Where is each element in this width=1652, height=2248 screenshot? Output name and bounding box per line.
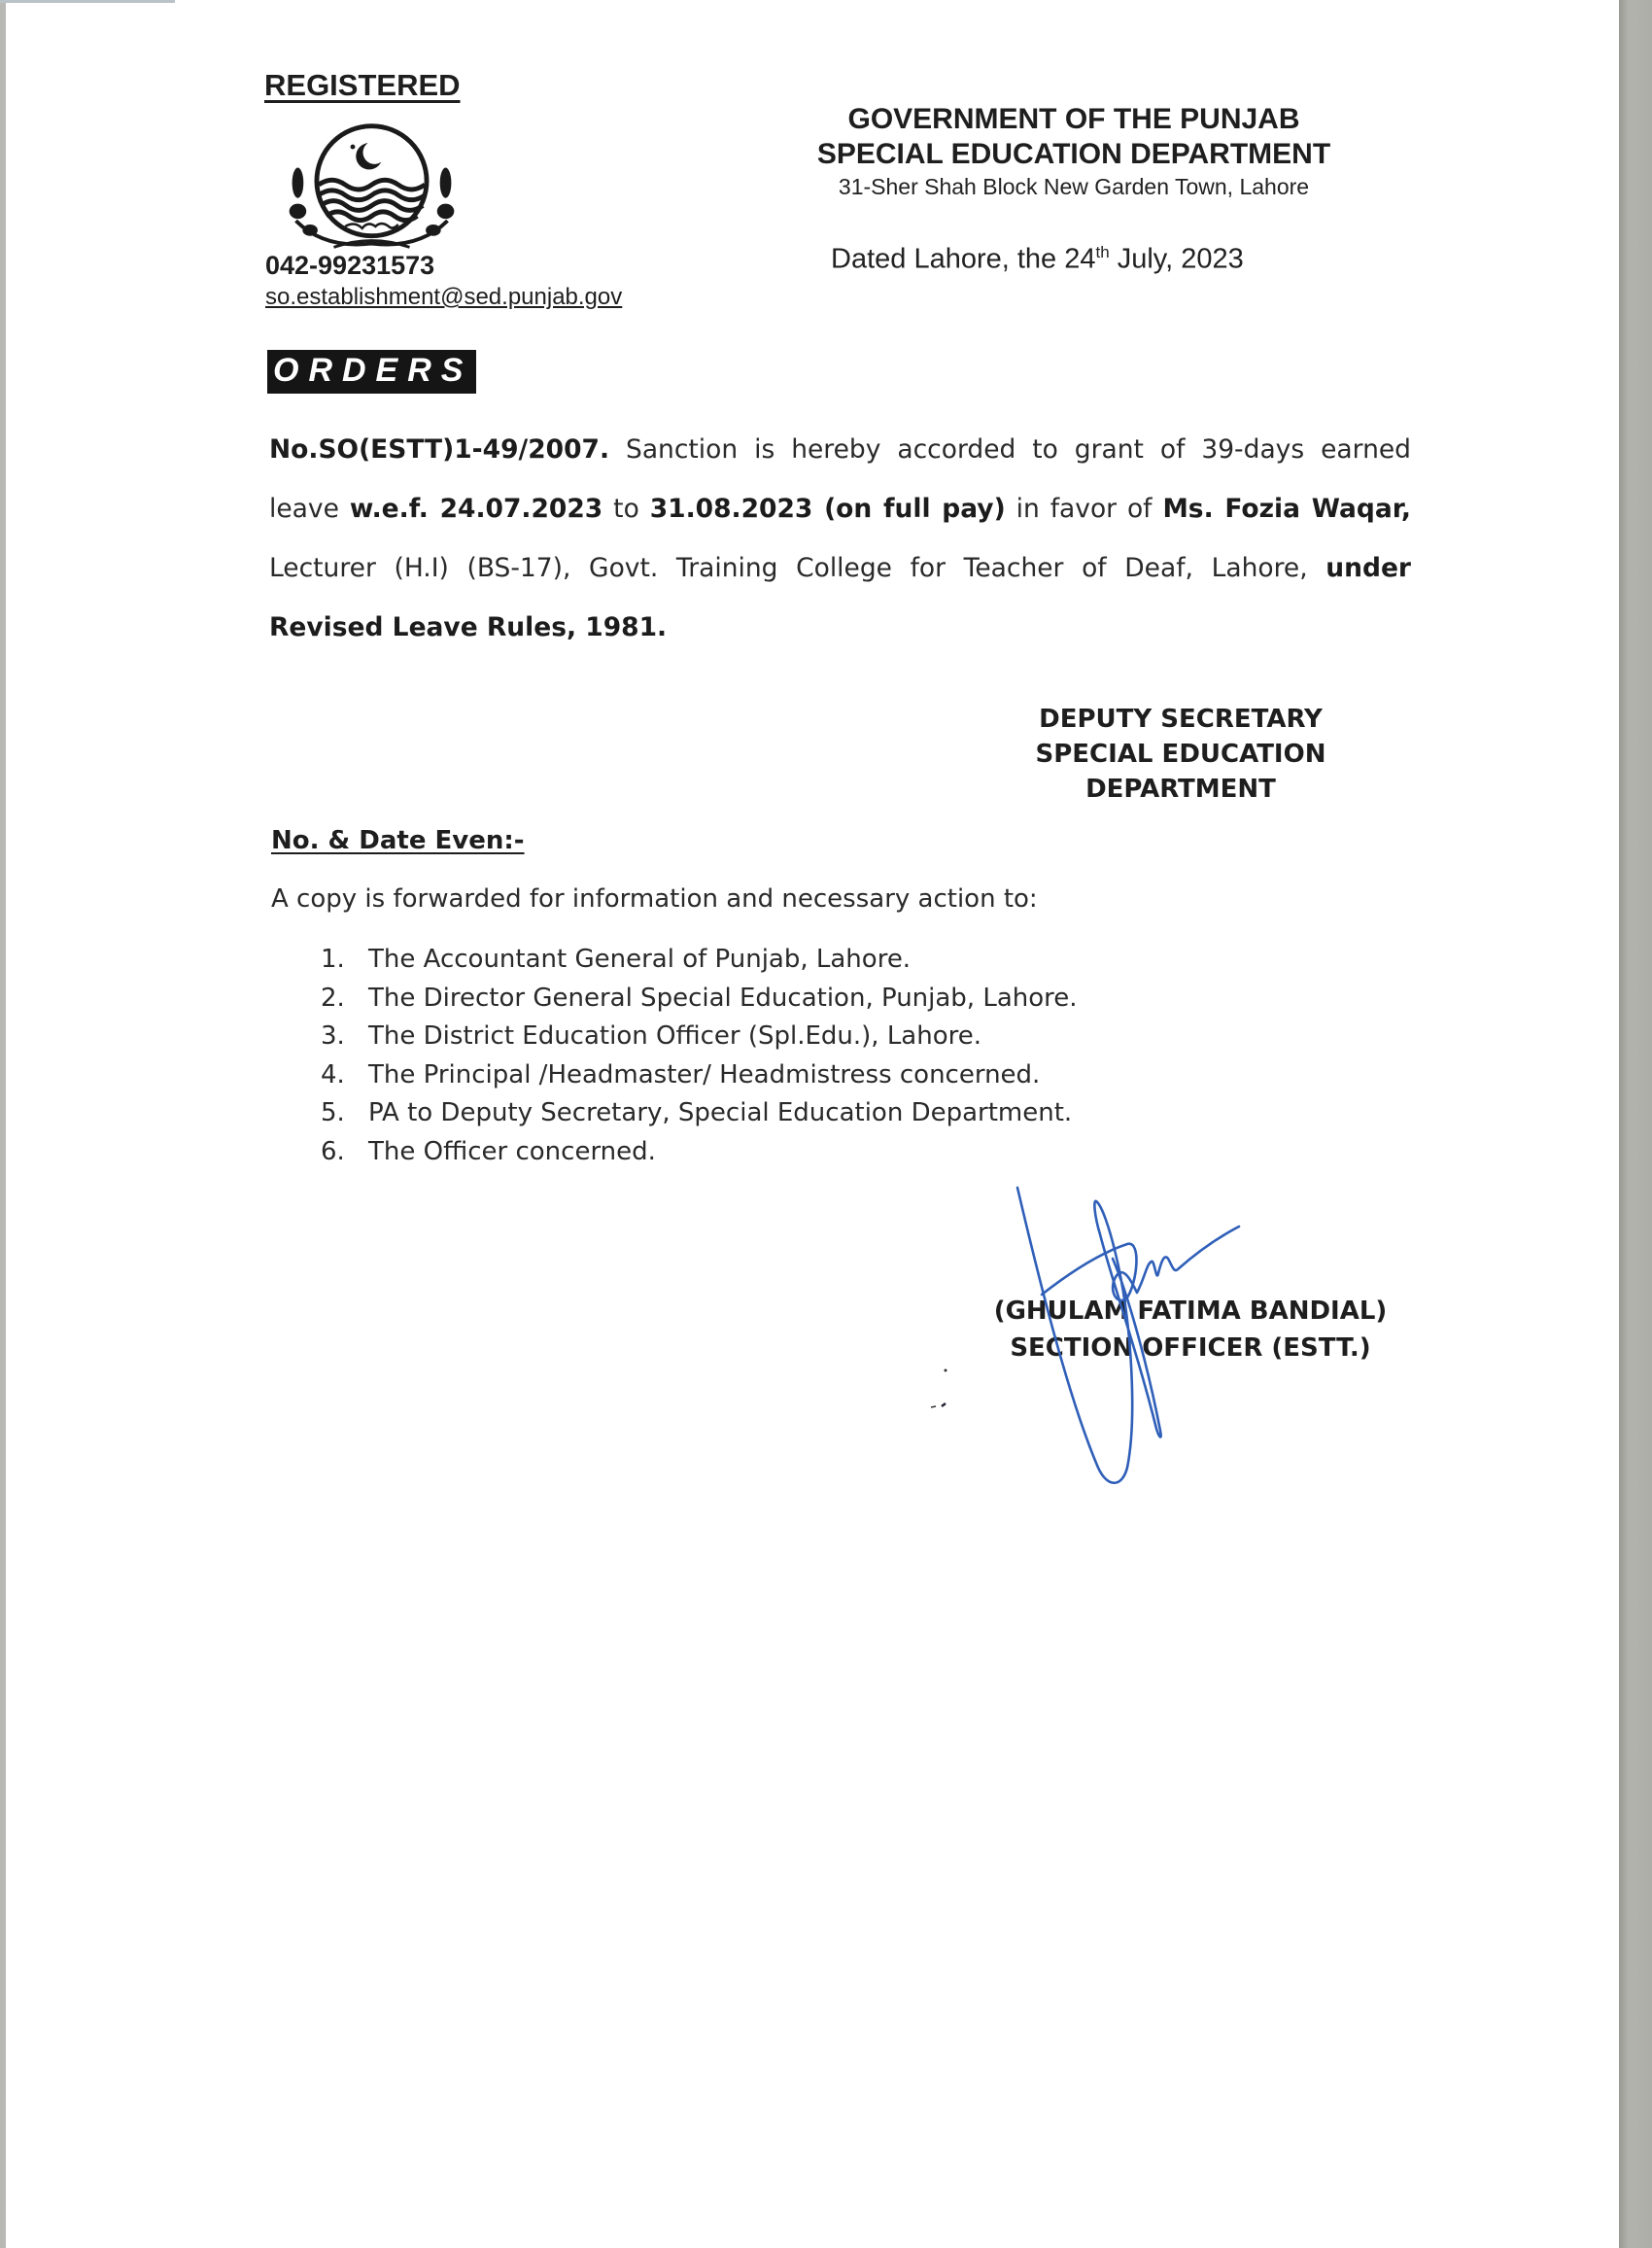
scan-edge-right <box>1619 0 1652 2248</box>
forward-text: A copy is forwarded for information and necessary action to: <box>271 884 1038 914</box>
registered-label: REGISTERED <box>264 68 461 102</box>
handwritten-signature <box>1001 1176 1292 1497</box>
department-address: 31-Sher Shah Block New Garden Town, Lahore <box>838 174 1310 199</box>
leave-rules: under Revised Leave Rules, 1981. <box>269 553 1411 642</box>
date-ordinal: th <box>1095 243 1110 261</box>
scan-edge-left <box>0 0 6 2248</box>
government-title: GOVERNMENT OF THE PUNJAB <box>847 103 1300 135</box>
order-text-1: Sanction is hereby accorded to grant of 39-days earned leave <box>269 434 1411 524</box>
list-item-number: 2. <box>321 983 345 1013</box>
scan-specks <box>928 1361 967 1419</box>
list-item-text: The Director General Special Education, Punjab, Lahore. <box>368 983 1078 1013</box>
list-item-text: The Accountant General of Punjab, Lahore. <box>368 945 912 974</box>
deputy-secretary-block <box>1001 702 1360 807</box>
order-text-2: to <box>602 494 650 524</box>
date-suffix: July, 2023 <box>1109 243 1244 275</box>
phone-number: 042-99231573 <box>265 251 435 280</box>
list-item <box>321 980 1078 1019</box>
government-of-punjab-emblem-icon <box>277 115 466 260</box>
list-item-text: PA to Deputy Secretary, Special Education Department. <box>368 1098 1073 1127</box>
distribution-list <box>321 941 1078 1171</box>
deputy-secretary-line-3: DEPARTMENT <box>1085 775 1276 804</box>
list-item-text: The Principal /Headmaster/ Headmistress concerned. <box>368 1059 1041 1089</box>
list-item-text: The District Education Officer (Spl.Edu.), Lahore. <box>368 1021 981 1051</box>
endorsement-heading: No. & Date Even:- <box>271 826 525 855</box>
list-item <box>321 1056 1078 1095</box>
signatory-name: (GHULAM FATIMA BANDIAL) <box>993 1297 1388 1326</box>
list-item-number: 5. <box>321 1098 345 1127</box>
list-item-number: 4. <box>321 1059 345 1089</box>
letterhead-title-block <box>782 102 1365 201</box>
order-start-date: w.e.f. 24.07.2023 <box>349 494 603 524</box>
deputy-secretary-line-2: SPECIAL EDUCATION <box>1035 740 1326 769</box>
orders-heading: ORDERS <box>267 350 476 394</box>
signatory-designation: SECTION OFFICER (ESTT.) <box>1010 1333 1371 1363</box>
list-item <box>321 1133 1078 1172</box>
employee-name: Ms. Fozia Waqar, <box>1162 494 1411 524</box>
order-text-3: in favor of <box>1005 494 1163 524</box>
order-text-4: Lecturer (H.I) (BS-17), Govt. Training College for Teacher of Deaf, Lahore, <box>269 553 1326 583</box>
order-number: No.SO(ESTT)1-49/2007. <box>269 434 610 465</box>
date-prefix: Dated Lahore, the 24 <box>831 243 1096 275</box>
list-item-text: The Officer concerned. <box>368 1136 656 1166</box>
scan-edge-top <box>0 0 175 3</box>
list-item-number: 1. <box>321 945 345 974</box>
department-title: SPECIAL EDUCATION DEPARTMENT <box>816 138 1331 170</box>
list-item <box>321 1018 1078 1056</box>
list-item-number: 3. <box>321 1021 345 1051</box>
list-item-number: 6. <box>321 1136 345 1166</box>
email-link[interactable]: so.establishment@sed.punjab.gov <box>265 284 623 310</box>
deputy-secretary-line-1: DEPUTY SECRETARY <box>1039 705 1323 734</box>
order-body <box>269 420 1411 657</box>
list-item <box>321 941 1078 980</box>
list-item <box>321 1094 1078 1133</box>
order-end-date: 31.08.2023 (on full pay) <box>649 494 1006 524</box>
order-date <box>831 243 1244 276</box>
